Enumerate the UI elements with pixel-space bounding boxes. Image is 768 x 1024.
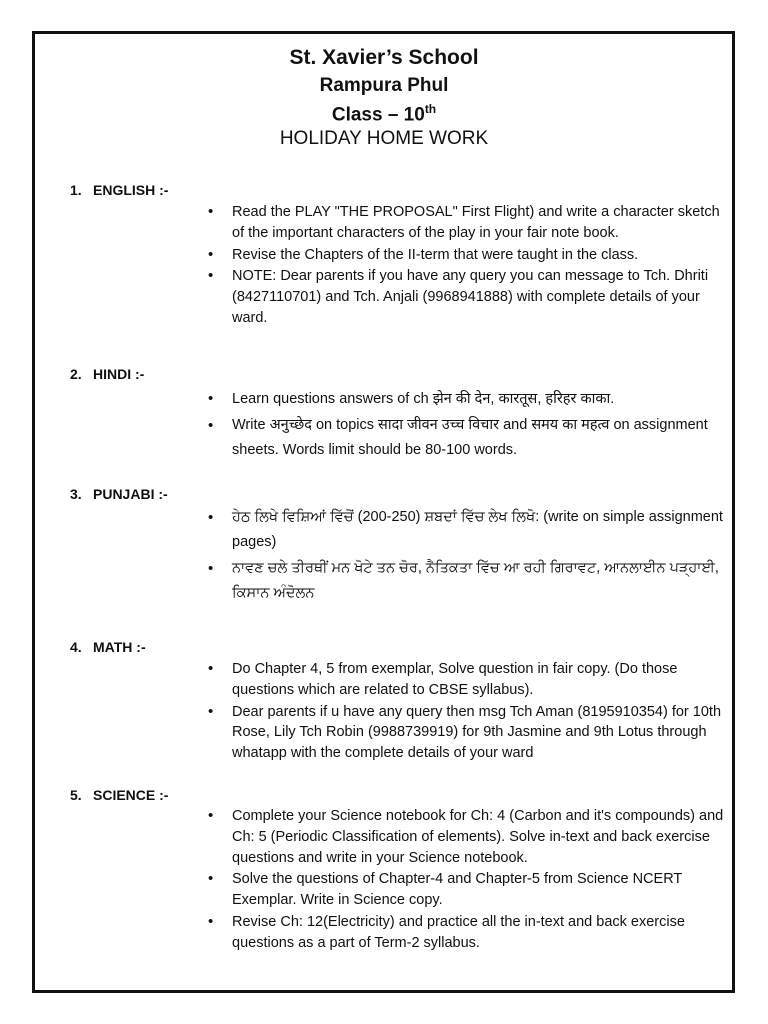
- school-name: St. Xavier’s School: [289, 46, 479, 69]
- list-item: • Write अनुच्छेद on topics सादा जीवन उच्च विचार and समय का महत्व on assignment sheets. Words limit should be 80-100 words.: [208, 413, 728, 463]
- school-location: Rampura Phul: [319, 75, 449, 96]
- section-number: 5.: [70, 787, 82, 803]
- section-number: 4.: [70, 639, 82, 655]
- section-science-title: [70, 787, 168, 803]
- punjabi-task-list: [208, 505, 728, 607]
- list-item: • Complete your Science notebook for Ch: 4 (Carbon and it's compounds) and Ch: 5 (Periodic Classification of elements). Solve in-text and back exercise questions and write in your Science notebook.: [208, 806, 728, 868]
- document-title: HOLIDAY HOME WORK: [279, 128, 489, 149]
- section-name: ENGLISH :-: [93, 182, 169, 198]
- hindi-task-list: [208, 386, 728, 464]
- list-item: • Solve the questions of Chapter-4 and Chapter-5 from Science NCERT Exemplar. Write in Science copy.: [208, 869, 728, 911]
- section-name: MATH :-: [93, 639, 146, 655]
- english-task-list: [208, 202, 728, 330]
- science-task-list: [208, 806, 728, 955]
- section-name: PUNJABI :-: [93, 486, 168, 502]
- section-number: 3.: [70, 486, 82, 502]
- list-item: • ਹੇਠ ਲਿਖੇ ਵਿਸ਼ਿਆਂ ਵਿੱਚੋਂ (200-250) ਸ਼ਬਦਾਂ ਵਿੱਚ ਲੇਖ ਲਿਖੋ: (write on simple assignment pages): [208, 505, 728, 555]
- section-name: SCIENCE :-: [93, 787, 169, 803]
- section-name: HINDI :-: [93, 366, 145, 382]
- list-item: • NOTE: Dear parents if you have any query you can message to Tch. Dhriti (8427110701) and Tch. Anjali (9968941888) with complete details of your ward.: [208, 266, 728, 328]
- math-task-list: [208, 659, 728, 765]
- list-item: • Learn questions answers of ch झेन की देन, कारतूस, हरिहर काका.: [208, 386, 728, 412]
- list-item: • ਨਾਵਣ ਚਲੇ ਤੀਰਥੀਂ ਮਨ ਖੋਟੇ ਤਨ ਚੋਰ, ਨੈਤਿਕਤਾ ਵਿੱਚ ਆ ਰਹੀ ਗਿਰਾਵਟ, ਆਨਲਾਈਨ ਪੜ੍ਹਾਈ, ਕਿਸਾਨ ਅੰਦੋਲਨ: [208, 556, 728, 606]
- section-number: 1.: [70, 182, 82, 198]
- section-english-title: [70, 182, 168, 198]
- class-suffix: th: [424, 102, 437, 116]
- class-label: Class – 10: [331, 104, 425, 126]
- section-hindi-title: [70, 366, 144, 382]
- class-heading: [0, 102, 768, 126]
- list-item: • Do Chapter 4, 5 from exemplar, Solve question in fair copy. (Do those questions which are related to CBSE syllabus).: [208, 659, 728, 701]
- list-item: • Revise Ch: 12(Electricity) and practice all the in-text and back exercise questions as a part of Term-2 syllabus.: [208, 912, 728, 954]
- list-item: • Revise the Chapters of the II-term that were taught in the class.: [208, 245, 728, 266]
- list-item: • Read the PLAY "THE PROPOSAL" First Flight) and write a character sketch of the important characters of the play in your fair note book.: [208, 202, 728, 244]
- section-number: 2.: [70, 366, 82, 382]
- section-math-title: [70, 639, 146, 655]
- section-punjabi-title: [70, 486, 168, 502]
- list-item: • Dear parents if u have any query then msg Tch Aman (8195910354) for 10th Rose, Lily Tch Robin (9988739919) for 9th Jasmine and 9th Lotus through whatapp with the complete details of your ward: [208, 702, 728, 764]
